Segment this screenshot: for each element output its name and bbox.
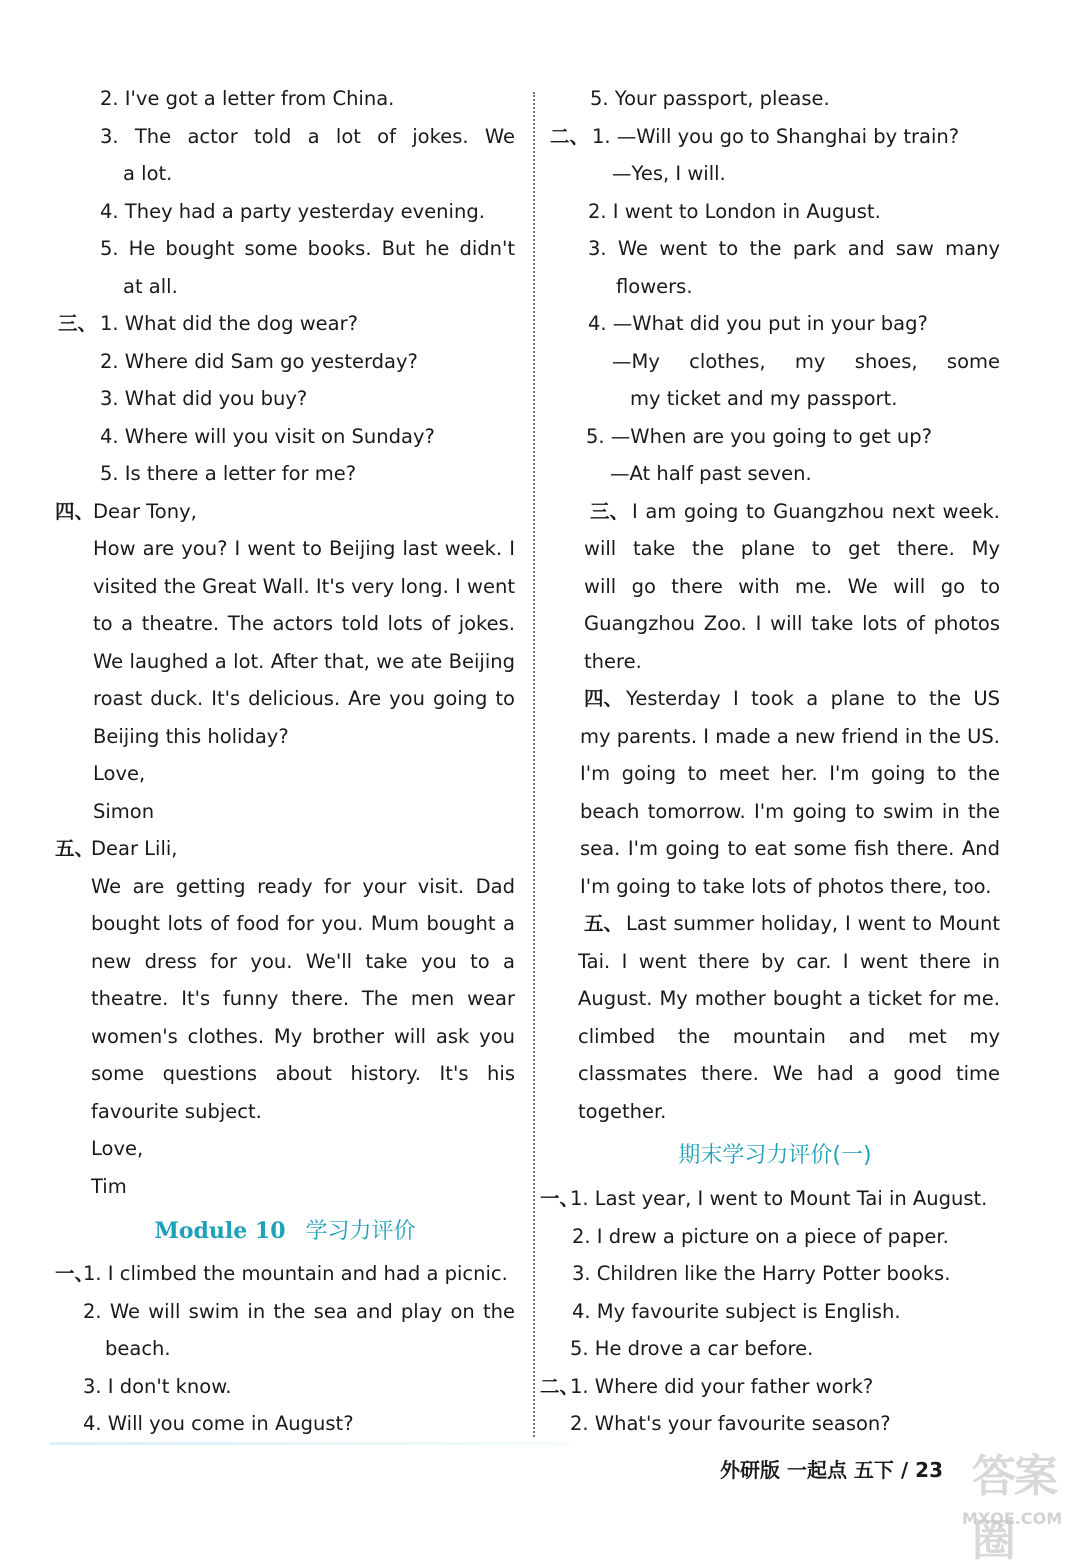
- answer-line: [55, 1255, 515, 1293]
- answer-line: [540, 793, 1000, 831]
- answer-text: Love,: [91, 1137, 144, 1160]
- answer-line: [540, 1018, 1000, 1056]
- answer-text: 4. Where will you visit on Sunday?: [100, 424, 435, 448]
- answer-line: [55, 868, 515, 906]
- answer-line: [55, 980, 515, 1018]
- answer-line: [55, 493, 515, 531]
- answer-text: 1. What did the dog wear?: [100, 312, 358, 335]
- answer-text: beach tomorrow. I'm going to swim in the: [580, 799, 1000, 823]
- left-answers-part-1: [55, 80, 515, 1205]
- answer-text: favourite subject.: [91, 1099, 262, 1123]
- answer-text: 3. What did you buy?: [100, 387, 308, 410]
- answer-line: [55, 118, 515, 156]
- answer-text: visited the Great Wall. It's very long. I went: [93, 574, 515, 598]
- answer-text: flowers.: [616, 274, 693, 298]
- answer-text: Last summer holiday, I went to Mount: [626, 912, 1000, 935]
- answer-line: [540, 455, 1000, 493]
- section-number: 二、: [550, 124, 590, 148]
- answer-line: [540, 1218, 1000, 1256]
- watermark-url: MXQE.COM: [962, 1509, 1063, 1528]
- answer-text: 1. Where did your father work?: [570, 1374, 874, 1398]
- answer-text: 4. Will you come in August?: [83, 1412, 354, 1435]
- answer-text: 1. Last year, I went to Mount Tai in August.: [570, 1187, 988, 1210]
- answer-text: —Yes, I will.: [612, 162, 726, 185]
- watermark-logo: [962, 1440, 1082, 1566]
- right-column: [540, 80, 1010, 1443]
- answer-line: [55, 1093, 515, 1131]
- answer-line: [540, 568, 1000, 606]
- answer-text: theatre. It's funny there. The men wear: [91, 987, 515, 1010]
- answer-line: [540, 230, 1000, 268]
- answer-text: 2. We will swim in the sea and play on the: [83, 1299, 515, 1323]
- answer-text: new dress for you. We'll take you to a: [91, 949, 515, 973]
- answer-text: Yesterday I took a plane to the US: [626, 687, 1000, 710]
- answer-line: [540, 1330, 1000, 1368]
- answer-text: to a theatre. The actors told lots of jokes.: [93, 612, 515, 635]
- answer-text: 3. I don't know.: [83, 1374, 232, 1398]
- answer-text: 3. Children like the Harry Potter books.: [572, 1262, 951, 1285]
- answer-line: [55, 380, 515, 418]
- answer-text: sea. I'm going to eat some fish there. And: [580, 837, 1000, 860]
- answer-line: [540, 868, 1000, 906]
- right-answers-part-2: [540, 1180, 1010, 1443]
- answer-text: 2. I went to London in August.: [588, 199, 881, 223]
- answer-line: [540, 1055, 1000, 1093]
- answer-text: my ticket and my passport.: [630, 387, 898, 410]
- answer-line: [540, 830, 1000, 868]
- answer-line: [55, 80, 515, 118]
- answer-line: [55, 605, 515, 643]
- answer-text: together.: [578, 1099, 667, 1123]
- module-10-heading: [55, 1209, 515, 1253]
- answer-line: [55, 305, 515, 343]
- section-number: 五、: [55, 837, 95, 860]
- answer-line: [540, 155, 1000, 193]
- answer-text: 4. —What did you put in your bag?: [588, 312, 928, 335]
- answer-text: 5. Your passport, please.: [590, 87, 830, 110]
- answer-line: [540, 493, 1000, 531]
- answer-text: at all.: [123, 274, 178, 298]
- answer-line: [540, 605, 1000, 643]
- footer-rule: [50, 1442, 570, 1445]
- answer-text: 3. The actor told a lot of jokes. We: [100, 124, 515, 148]
- answer-line: [55, 1405, 515, 1443]
- answer-text: a lot.: [123, 162, 173, 185]
- answer-line: [55, 1293, 515, 1331]
- answer-text: bought lots of food for you. Mum bought a: [91, 912, 515, 935]
- answer-line: [540, 193, 1000, 231]
- answer-line: [540, 118, 1000, 156]
- answer-text: 2. Where did Sam go yesterday?: [100, 349, 418, 373]
- answer-line: [55, 155, 515, 193]
- answer-line: [540, 380, 1000, 418]
- answer-line: [55, 905, 515, 943]
- column-divider: [533, 92, 535, 1437]
- answer-text: 4. They had a party yesterday evening.: [100, 199, 485, 223]
- answer-text: roast duck. It's delicious. Are you going to: [93, 687, 515, 710]
- page-footer: [0, 1442, 1082, 1492]
- answer-line: [540, 905, 1000, 943]
- answer-line: [55, 343, 515, 381]
- answer-text: Tai. I went there by car. I went there in: [578, 949, 1000, 973]
- left-answers-part-2: [55, 1255, 515, 1443]
- final-assessment-heading: 期末学习力评价(一): [678, 1143, 872, 1168]
- answer-line: [55, 680, 515, 718]
- answer-text: 2. I drew a picture on a piece of paper.: [572, 1224, 949, 1248]
- answer-line: [55, 793, 515, 831]
- answer-text: —At half past seven.: [610, 462, 812, 485]
- answer-line: [55, 230, 515, 268]
- section-number: 一、: [540, 1187, 580, 1210]
- answer-line: [540, 980, 1000, 1018]
- answer-line: [55, 193, 515, 231]
- answer-line: [540, 755, 1000, 793]
- answer-line: [540, 1368, 1000, 1406]
- answer-text: How are you? I went to Beijing last week. I: [93, 537, 515, 560]
- answer-text: 4. My favourite subject is English.: [572, 1299, 901, 1323]
- section-number: 四、: [55, 499, 95, 523]
- answer-text: 5. He bought some books. But he didn't: [100, 237, 515, 260]
- answer-line: [540, 530, 1000, 568]
- answer-text: Tim: [91, 1174, 127, 1198]
- answer-text: 5. He drove a car before.: [570, 1337, 814, 1360]
- answer-text: classmates there. We had a good time: [578, 1062, 1000, 1085]
- watermark-logo-text: 答案圈: [972, 1451, 1056, 1566]
- answer-line: [540, 80, 1000, 118]
- answer-line: [540, 1255, 1000, 1293]
- answer-text: 3. We went to the park and saw many: [588, 237, 1000, 260]
- answer-text: 2. What's your favourite season?: [570, 1412, 891, 1435]
- answer-line: [55, 1368, 515, 1406]
- module-label: Module 10: [154, 1218, 286, 1244]
- answer-line: [55, 1130, 515, 1168]
- answer-line: [55, 718, 515, 756]
- answer-text: 5. —When are you going to get up?: [586, 424, 933, 448]
- section-number: 四、: [584, 687, 624, 710]
- section-number: 一、: [55, 1262, 95, 1285]
- section-number: 三、: [58, 312, 98, 335]
- answer-line: [540, 1180, 1000, 1218]
- answer-line: [55, 830, 515, 868]
- answer-line: [55, 418, 515, 456]
- answer-text: I'm going to meet her. I'm going to the: [580, 762, 1000, 785]
- module-title: 学习力评价: [305, 1219, 416, 1244]
- section-number: 五、: [584, 912, 624, 935]
- answer-line: [55, 568, 515, 606]
- answer-line: [55, 943, 515, 981]
- answer-text: 2. I've got a letter from China.: [100, 87, 395, 110]
- answer-line: [540, 680, 1000, 718]
- answer-text: Love,: [93, 762, 146, 785]
- answer-text: beach.: [105, 1337, 171, 1360]
- footer-page-label: 外研版 一起点 五下 / 23: [720, 1458, 943, 1482]
- answer-line: [55, 755, 515, 793]
- answer-text: women's clothes. My brother will ask you: [91, 1024, 515, 1048]
- answer-text: 1. I climbed the mountain and had a picnic.: [83, 1262, 508, 1285]
- answer-text: some questions about history. It's his: [91, 1062, 515, 1085]
- answer-line: [540, 643, 1000, 681]
- answer-text: there.: [584, 649, 642, 673]
- answer-text: 5. Is there a letter for me?: [100, 462, 357, 485]
- answer-line: [55, 1018, 515, 1056]
- answer-text: climbed the mountain and met my: [578, 1024, 1000, 1048]
- right-answers-part-1: [540, 80, 1010, 1130]
- answer-text: Beijing this holiday?: [93, 724, 289, 748]
- answer-line: [540, 305, 1000, 343]
- answer-line: [540, 1405, 1000, 1443]
- answer-text: Simon: [93, 799, 155, 823]
- answer-text: will go there with me. We will go to: [584, 574, 1000, 598]
- answer-line: [540, 1293, 1000, 1331]
- answer-text: Dear Tony,: [93, 499, 197, 523]
- answer-line: [55, 530, 515, 568]
- answer-line: [55, 1330, 515, 1368]
- answer-text: August. My mother bought a ticket for me.: [578, 987, 1000, 1010]
- answer-line: [540, 418, 1000, 456]
- answer-line: [540, 718, 1000, 756]
- answer-line: [55, 268, 515, 306]
- answer-text: my parents. I made a new friend in the US.: [580, 724, 1000, 748]
- section-number: 三、: [590, 499, 630, 523]
- answer-text: Dear Lili,: [91, 837, 178, 860]
- answer-line: [540, 268, 1000, 306]
- answer-line: [55, 1168, 515, 1206]
- answer-text: 1. —Will you go to Shanghai by train?: [592, 124, 960, 148]
- answer-text: I am going to Guangzhou next week.: [632, 499, 1000, 523]
- answer-line: [540, 1093, 1000, 1131]
- answer-line: [55, 1055, 515, 1093]
- left-column: [55, 80, 515, 1443]
- answer-line: [55, 643, 515, 681]
- answer-line: [540, 343, 1000, 381]
- answer-line: [55, 455, 515, 493]
- answer-text: —My clothes, my shoes, some: [612, 349, 1000, 373]
- answer-text: We laughed a lot. After that, we ate Beijing: [93, 649, 515, 673]
- answer-text: I'm going to take lots of photos there, too.: [580, 874, 992, 898]
- section-number: 二、: [540, 1374, 580, 1398]
- answer-text: Guangzhou Zoo. I will take lots of photos: [584, 612, 1000, 635]
- answer-text: will take the plane to get there. My: [584, 537, 1000, 560]
- answer-line: [540, 943, 1000, 981]
- answer-text: We are getting ready for your visit. Dad: [91, 874, 515, 898]
